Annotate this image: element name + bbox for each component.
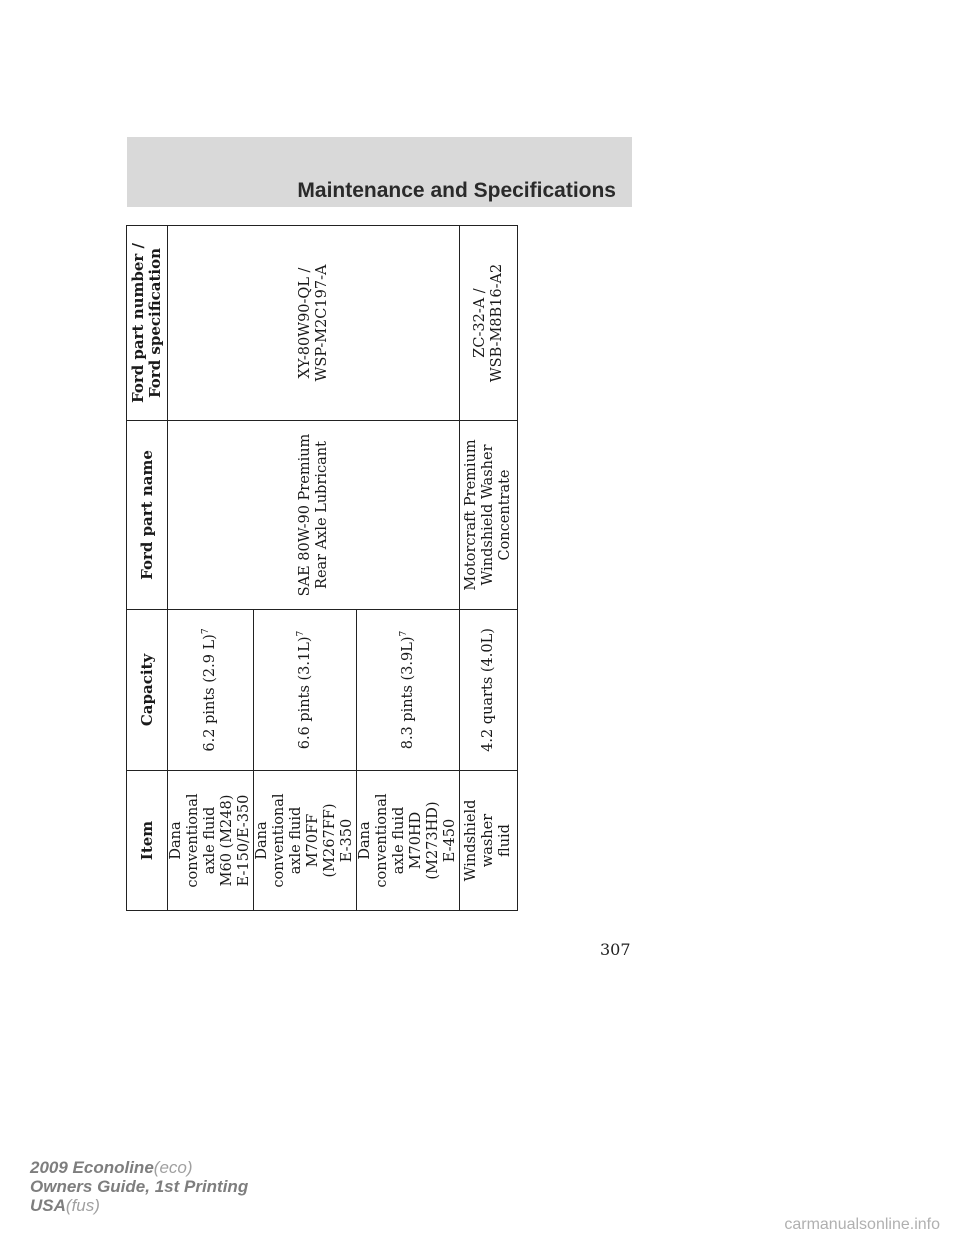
part-name-cell: SAE 80W-90 Premium Rear Axle Lubricant xyxy=(168,421,460,610)
item-cell: Dana conventional axle fluid M60 (M248) E-150/E-350 xyxy=(168,771,254,911)
footnote-marker: 7 xyxy=(295,630,306,637)
header-capacity: Capacity xyxy=(127,610,168,771)
footer-market-code: (fus) xyxy=(65,1196,100,1215)
capacity-cell: 6.6 pints $(3.1L)^7$ xyxy=(254,610,357,771)
footer-guide: Owners Guide, 1st Printing xyxy=(30,1177,249,1196)
part-name-cell: Motorcraft Premium Windshield Washer Concentrate xyxy=(460,421,518,610)
capacity-cell: 6.2 pints (2.9 L)$^7$ xyxy=(168,610,254,771)
table-row xyxy=(460,226,518,911)
watermark: carmanualsonline.info xyxy=(784,1216,940,1233)
specification-table-container xyxy=(126,226,513,911)
footer-model: 2009 Econoline xyxy=(30,1158,154,1177)
footnote-marker: 7 xyxy=(398,630,409,637)
capacity-cell: 8.3 pints $(3.9L)^7$ xyxy=(357,610,460,771)
table-header-row xyxy=(127,226,168,911)
item-cell: Dana conventional axle fluid M70HD (M273HD) E-450 xyxy=(357,771,460,911)
part-number-cell: ZC-32-A / WSB-M8B16-A2 xyxy=(460,226,518,421)
part-number-cell: XY-80W90-QL / WSP-M2C197-A xyxy=(168,226,460,421)
footer-model-code: (eco) xyxy=(153,1158,193,1177)
item-cell: Windshield washer fluid xyxy=(460,771,518,911)
fluid-specification-table xyxy=(126,225,518,911)
footnote-marker: 7 xyxy=(201,628,211,635)
header-part-name: Ford part name xyxy=(127,421,168,610)
section-header-band xyxy=(127,137,632,207)
table-row xyxy=(168,226,254,911)
footer-market: USA xyxy=(30,1196,66,1215)
page-number: 307 xyxy=(600,940,631,959)
document-footer xyxy=(30,1158,248,1215)
header-item: Item xyxy=(127,771,168,911)
item-cell: Dana conventional axle fluid M70FF (M267FF) E-350 xyxy=(254,771,357,911)
capacity-cell: 4.2 quarts (4.0L) xyxy=(460,610,518,771)
section-title: Maintenance and Specifications xyxy=(297,179,616,202)
header-part-number: Ford part number / Ford specification xyxy=(127,226,168,421)
